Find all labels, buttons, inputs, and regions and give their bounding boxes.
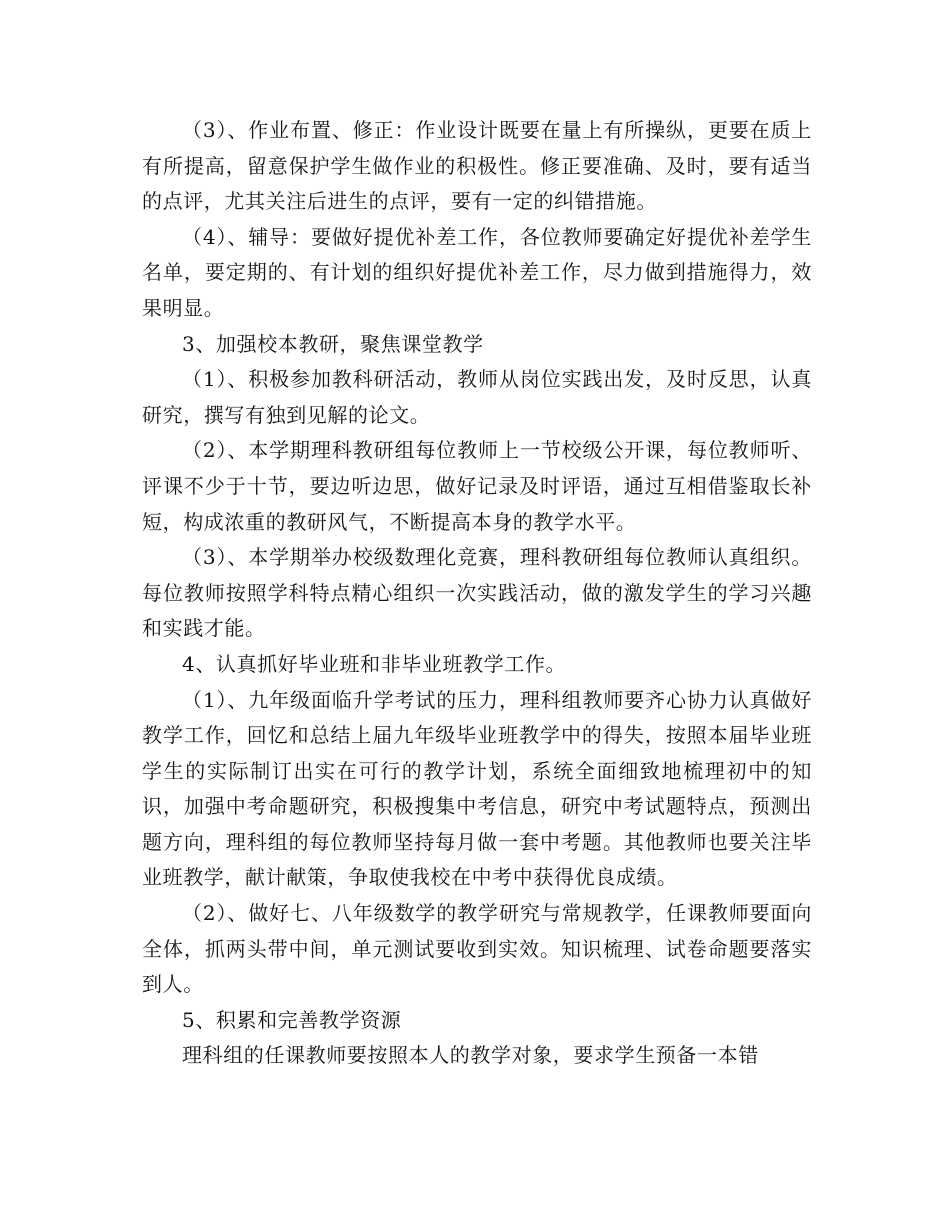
paragraph-grade-nine: （1）、九年级面临升学考试的压力，理科组教师要齐心协力认真做好教学工作，回忆和总结上届九年级毕业班教学中的得失，按照本届毕业班学生的实际制订出实在可行的教学计划，系统全面细致地梳理初中的知识，加强中考命题研究，积极搜集中考信息，研究中考试题特点，预测出题方向，理科组的每位教师坚持每月做一套中考题。其他教师也要关注毕业班教学，献计献策，争取使我校在中考中获得优良成绩。 [142, 687, 812, 890]
paragraph-homework: （3）、作业布置、修正：作业设计既要在量上有所操纵，更要在质上有所提高，留意保护学生做作业的积极性。修正要准确、及时，要有适当的点评，尤其关注后进生的点评，要有一定的纠错措施。 [142, 118, 812, 214]
paragraph-error-notebook: 理科组的任课教师要按照本人的教学对象，要求学生预备一本错 [182, 1043, 759, 1068]
paragraph-competition: （3）、本学期举办校级数理化竞赛，理科教研组每位教师认真组织。每位教师按照学科特点精心组织一次实践活动，做的激发学生的学习兴趣和实践才能。 [142, 545, 812, 641]
paragraph-research-activities: （1）、积极参加教科研活动，教师从岗位实践出发，及时反思，认真研究，撰写有独到见解的论文。 [142, 367, 812, 427]
section-heading-teaching-resources: 5、积累和完善教学资源 [182, 1007, 402, 1032]
paragraph-open-classes: （2）、本学期理科教研组每位教师上一节校级公开课，每位教师听、评课不少于十节，要边听边思，做好记录及时评语，通过互相借鉴取长补短，构成浓重的教研风气，不断提高本身的教学水平。 [142, 438, 812, 534]
document-body [142, 113, 812, 1074]
section-heading-graduating-classes: 4、认真抓好毕业班和非毕业班教学工作。 [182, 651, 567, 676]
section-heading-school-research: 3、加强校本教研，聚焦课堂教学 [182, 331, 484, 356]
paragraph-grade-seven-eight: （2）、做好七、八年级数学的教学研究与常规教学，任课教师要面向全体，抓两头带中间，单元测试要收到实效。知识梳理、试卷命题要落实到人。 [142, 901, 812, 997]
paragraph-tutoring: （4）、辅导：要做好提优补差工作，各位教师要确定好提优补差学生名单，要定期的、有计划的组织好提优补差工作，尽力做到措施得力，效果明显。 [142, 224, 812, 320]
